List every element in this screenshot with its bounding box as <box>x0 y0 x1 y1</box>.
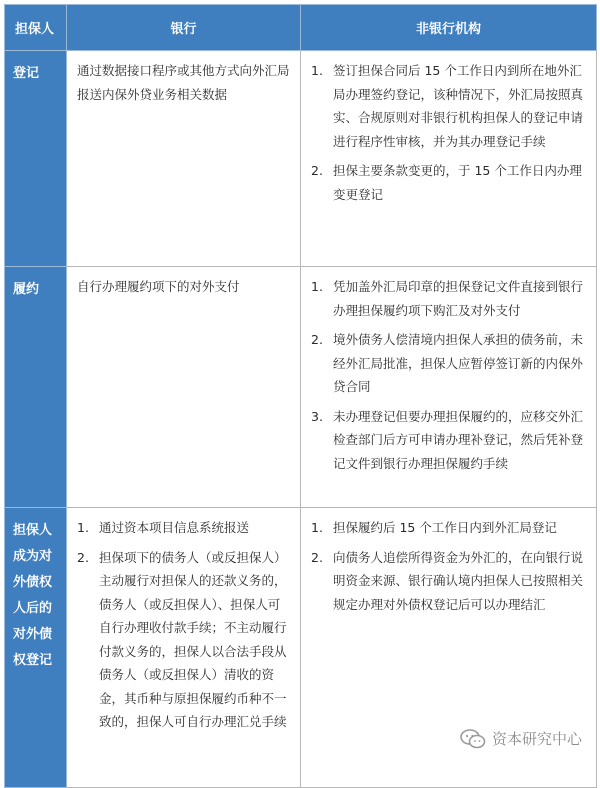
row-label-performance: 履约 <box>5 267 67 508</box>
row-label-registration: 登记 <box>5 51 67 267</box>
row-label-creditor-registration: 担保人成为对外债权人后的对外债权登记 <box>5 508 67 788</box>
wechat-icon <box>460 729 486 749</box>
row-performance <box>5 267 597 508</box>
nonbank-cell-registration <box>301 51 597 267</box>
header-bank: 银行 <box>67 5 301 51</box>
list-item: 1. 担保履约后 15 个工作日内到外汇局登记 <box>311 520 557 535</box>
watermark-text: 资本研究中心 <box>491 730 582 748</box>
header-row <box>5 5 597 51</box>
list-item: 3. 未办理登记但要办理担保履约的，应移交外汇检查部门后方可申请办理补登记，然后凭补登记文件到银行办理担保履约手续 <box>311 408 584 471</box>
nonbank-cell-performance <box>301 267 597 508</box>
watermark <box>460 728 582 749</box>
nonbank-list-registration <box>311 59 588 206</box>
header-nonbank: 非银行机构 <box>301 5 597 51</box>
nonbank-list-creditor-registration <box>311 516 588 616</box>
list-item: 2. 担保主要条款变更的，于 15 个工作日内办理变更登记 <box>311 163 582 202</box>
list-item: 2. 境外债务人偿清境内担保人承担的债务前，未经外汇局批准，担保人应暂停签订新的内保外贷合同 <box>311 332 584 394</box>
bank-cell-registration: 通过数据接口程序或其他方式向外汇局报送内保外贷业务相关数据 <box>67 51 301 267</box>
list-item: 1. 签订担保合同后 15 个工作日内到所在地外汇局办理签约登记，该种情况下，外汇局按照真实、合规原则对非银行机构担保人的登记申请进行程序性审核，并为其办理登记手续 <box>311 63 584 149</box>
list-item: 2. 向债务人追偿所得资金为外汇的，在向银行说明资金来源、银行确认境内担保人已按照相关规定办理对外债权登记后可以办理结汇 <box>311 549 584 612</box>
bank-cell-creditor-registration <box>67 508 301 788</box>
list-item: 2. 担保项下的债务人（或反担保人）主动履行对担保人的还款义务的，债务人（或反担保人）、担保人可自行办理收付款手续；不主动履行付款义务的，担保人以合法手段从债务人（或反担保人）清收的资金，其币种与原担保履约币种不一致的，担保人可自行办理汇兑手续 <box>77 549 287 729</box>
list-item: 1. 凭加盖外汇局印章的担保登记文件直接到银行办理担保履约项下购汇及对外支付 <box>311 279 584 318</box>
nonbank-list-performance <box>311 275 588 475</box>
bank-list-creditor-registration <box>77 516 292 734</box>
bank-cell-performance: 自行办理履约项下的对外支付 <box>67 267 301 508</box>
row-registration <box>5 51 597 267</box>
list-item: 1. 通过资本项目信息系统报送 <box>77 520 250 535</box>
header-guarantor: 担保人 <box>5 5 67 51</box>
guarantee-comparison-table <box>4 4 597 788</box>
